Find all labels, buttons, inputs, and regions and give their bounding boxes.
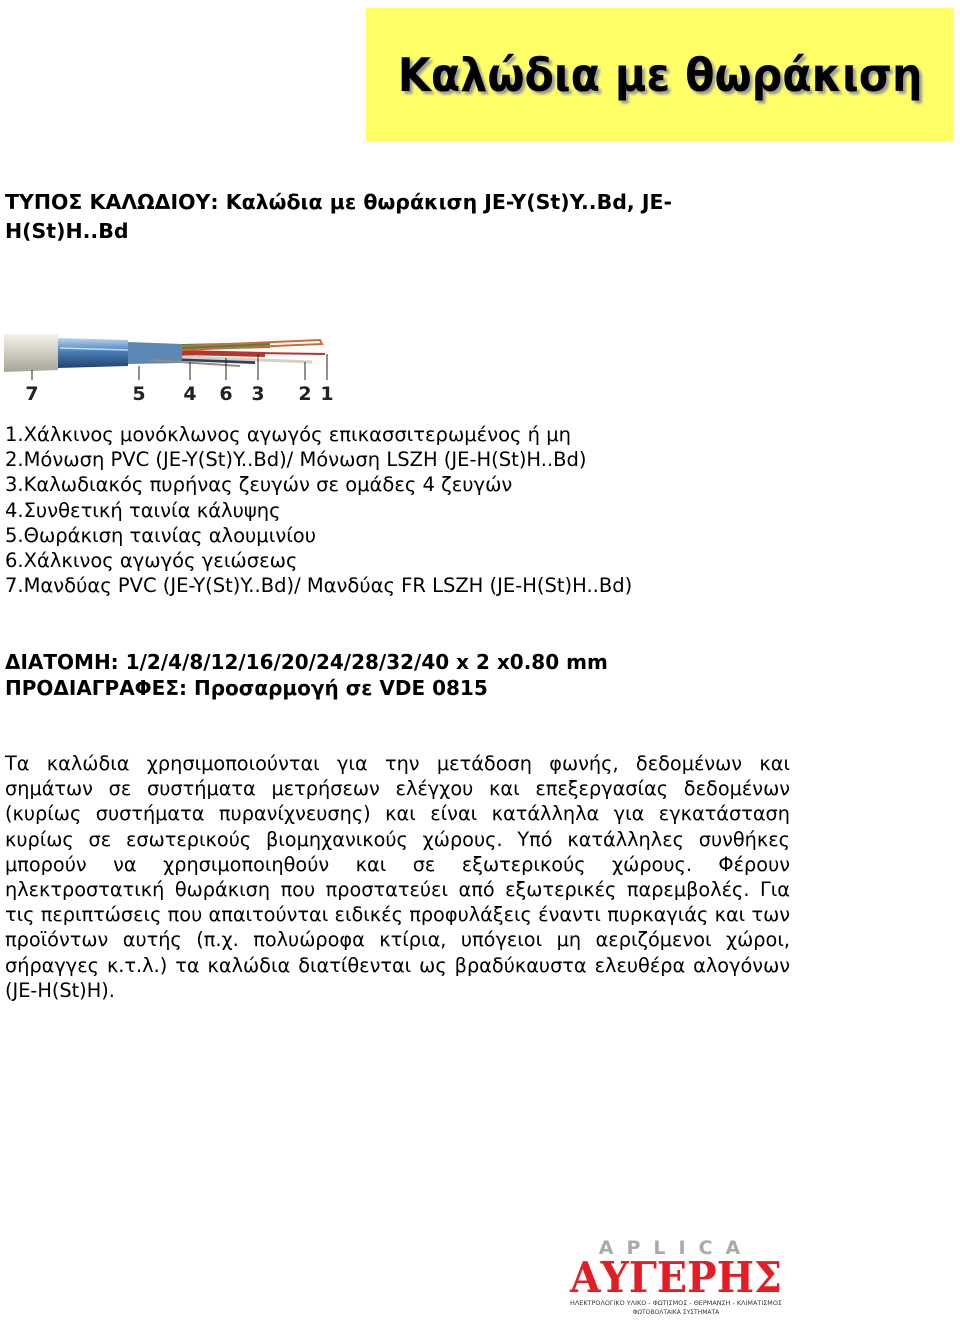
description-paragraph: Τα καλώδια χρησιμοποιούνται για την μετάδοση φωνής, δεδομένων και σημάτων σε συστήματα μετρήσεων ελέγχου και επεξεργασίας δεδομένων (κυρίως συστήματα πυρανίχνευσης) και είναι κατάλληλα για εγκατάσταση κυρίως σε εσωτερικούς βιομηχανικούς χώρους. Υπό κατάλληλες συνθήκες μπορούν να χρησιμοποιηθούν και σε εξωτερικούς χώρους. Φέρουν ηλεκτροστατική θωράκιση που προστατεύει από εξωτερικές παρεμβολές. Για τις περιπτώσεις που απαιτούνται ειδικές προφυλάξεις έναντι πυρκαγιάς και των προϊόντων αυτής (π.χ. πολυώροφα κτίρια, υπόγειοι μη αεριζόμενοι χώροι, σήραγγες κ.τ.λ.) τα καλώδια διατίθενται ως βραδύκαυστα ελευθέρα αλογόνων (JE-H(St)H).: [5, 752, 790, 1002]
callout-label: 1: [320, 383, 334, 405]
list-item: 3.Καλωδιακός πυρήνας ζευγών σε ομάδες 4 ζευγών: [5, 473, 513, 497]
cross-section-line: [5, 649, 955, 675]
component-list: [5, 422, 955, 598]
company-logo: [565, 1235, 787, 1317]
callout-label: 7: [25, 383, 39, 405]
specifications-value: Προσαρμογή σε VDE 0815: [193, 676, 488, 700]
cable-cross-section-image: [0, 262, 345, 412]
specifications-label: ΠΡΟΔΙΑΓΡΑΦΕΣ:: [5, 676, 188, 700]
cable-type-line: [5, 188, 795, 246]
list-item: 1.Χάλκινος μονόκλωνος αγωγός επικασσιτερωμένος ή μη: [5, 423, 572, 446]
callout-label: 2: [298, 383, 312, 405]
list-item: 7.Μανδύας PVC (JE-Y(St)Y..Bd)/ Μανδύας FR LSZH (JE-H(St)H..Bd): [5, 574, 633, 598]
callout-label: 3: [251, 383, 265, 405]
list-item: 2.Μόνωση PVC (JE-Y(St)Y..Bd)/ Μόνωση LSZH (JE-H(St)H..Bd): [5, 448, 587, 472]
callout-label: 5: [132, 383, 146, 405]
list-item: 4.Συνθετική ταινία κάλυψης: [5, 498, 281, 522]
callout-label: 6: [219, 383, 233, 405]
svg-text:ΗΛΕΚΤΡΟΛΟΓΙΚΟ ΥΛΙΚΟ - ΦΩΤΙΣΜΟΣ: ΗΛΕΚΤΡΟΛΟΓΙΚΟ ΥΛΙΚΟ - ΦΩΤΙΣΜΟΣ - ΘΕΡΜΑΝΣΗ - ΚΛΙΜΑΤΙΣΜΟΣ: [570, 1300, 783, 1307]
cross-section-label: ΔΙΑΤΟΜΗ:: [5, 650, 119, 674]
cable-type-value: Καλώδια με θωράκιση JE-Y(St)Y..Bd, JE-H(St)H..Bd: [5, 190, 672, 243]
cable-type-label: ΤΥΠΟΣ ΚΑΛΩΔΙΟΥ:: [5, 190, 219, 214]
svg-text:ΑΥΓΕΡΗΣ: ΑΥΓΕΡΗΣ: [569, 1253, 782, 1302]
cross-section-value: 1/2/4/8/12/16/20/24/28/32/40 x 2 x0.80 mm: [125, 650, 608, 674]
svg-text:APLICA: APLICA: [598, 1237, 754, 1259]
svg-text:ΦΩΤΟΒΟΛΤΑΙΚΑ ΣΥΣΤΗΜΑΤΑ: ΦΩΤΟΒΟΛΤΑΙΚΑ ΣΥΣΤΗΜΑΤΑ: [632, 1309, 720, 1316]
list-item: 5.Θωράκιση ταινίας αλουμινίου: [5, 523, 317, 547]
title-banner: [366, 8, 954, 142]
callout-label: 4: [183, 383, 197, 405]
specifications-line: [5, 675, 955, 701]
page-title: Καλώδια με θωράκιση: [397, 48, 923, 102]
list-item: 6.Χάλκινος αγωγός γειώσεως: [5, 549, 298, 573]
